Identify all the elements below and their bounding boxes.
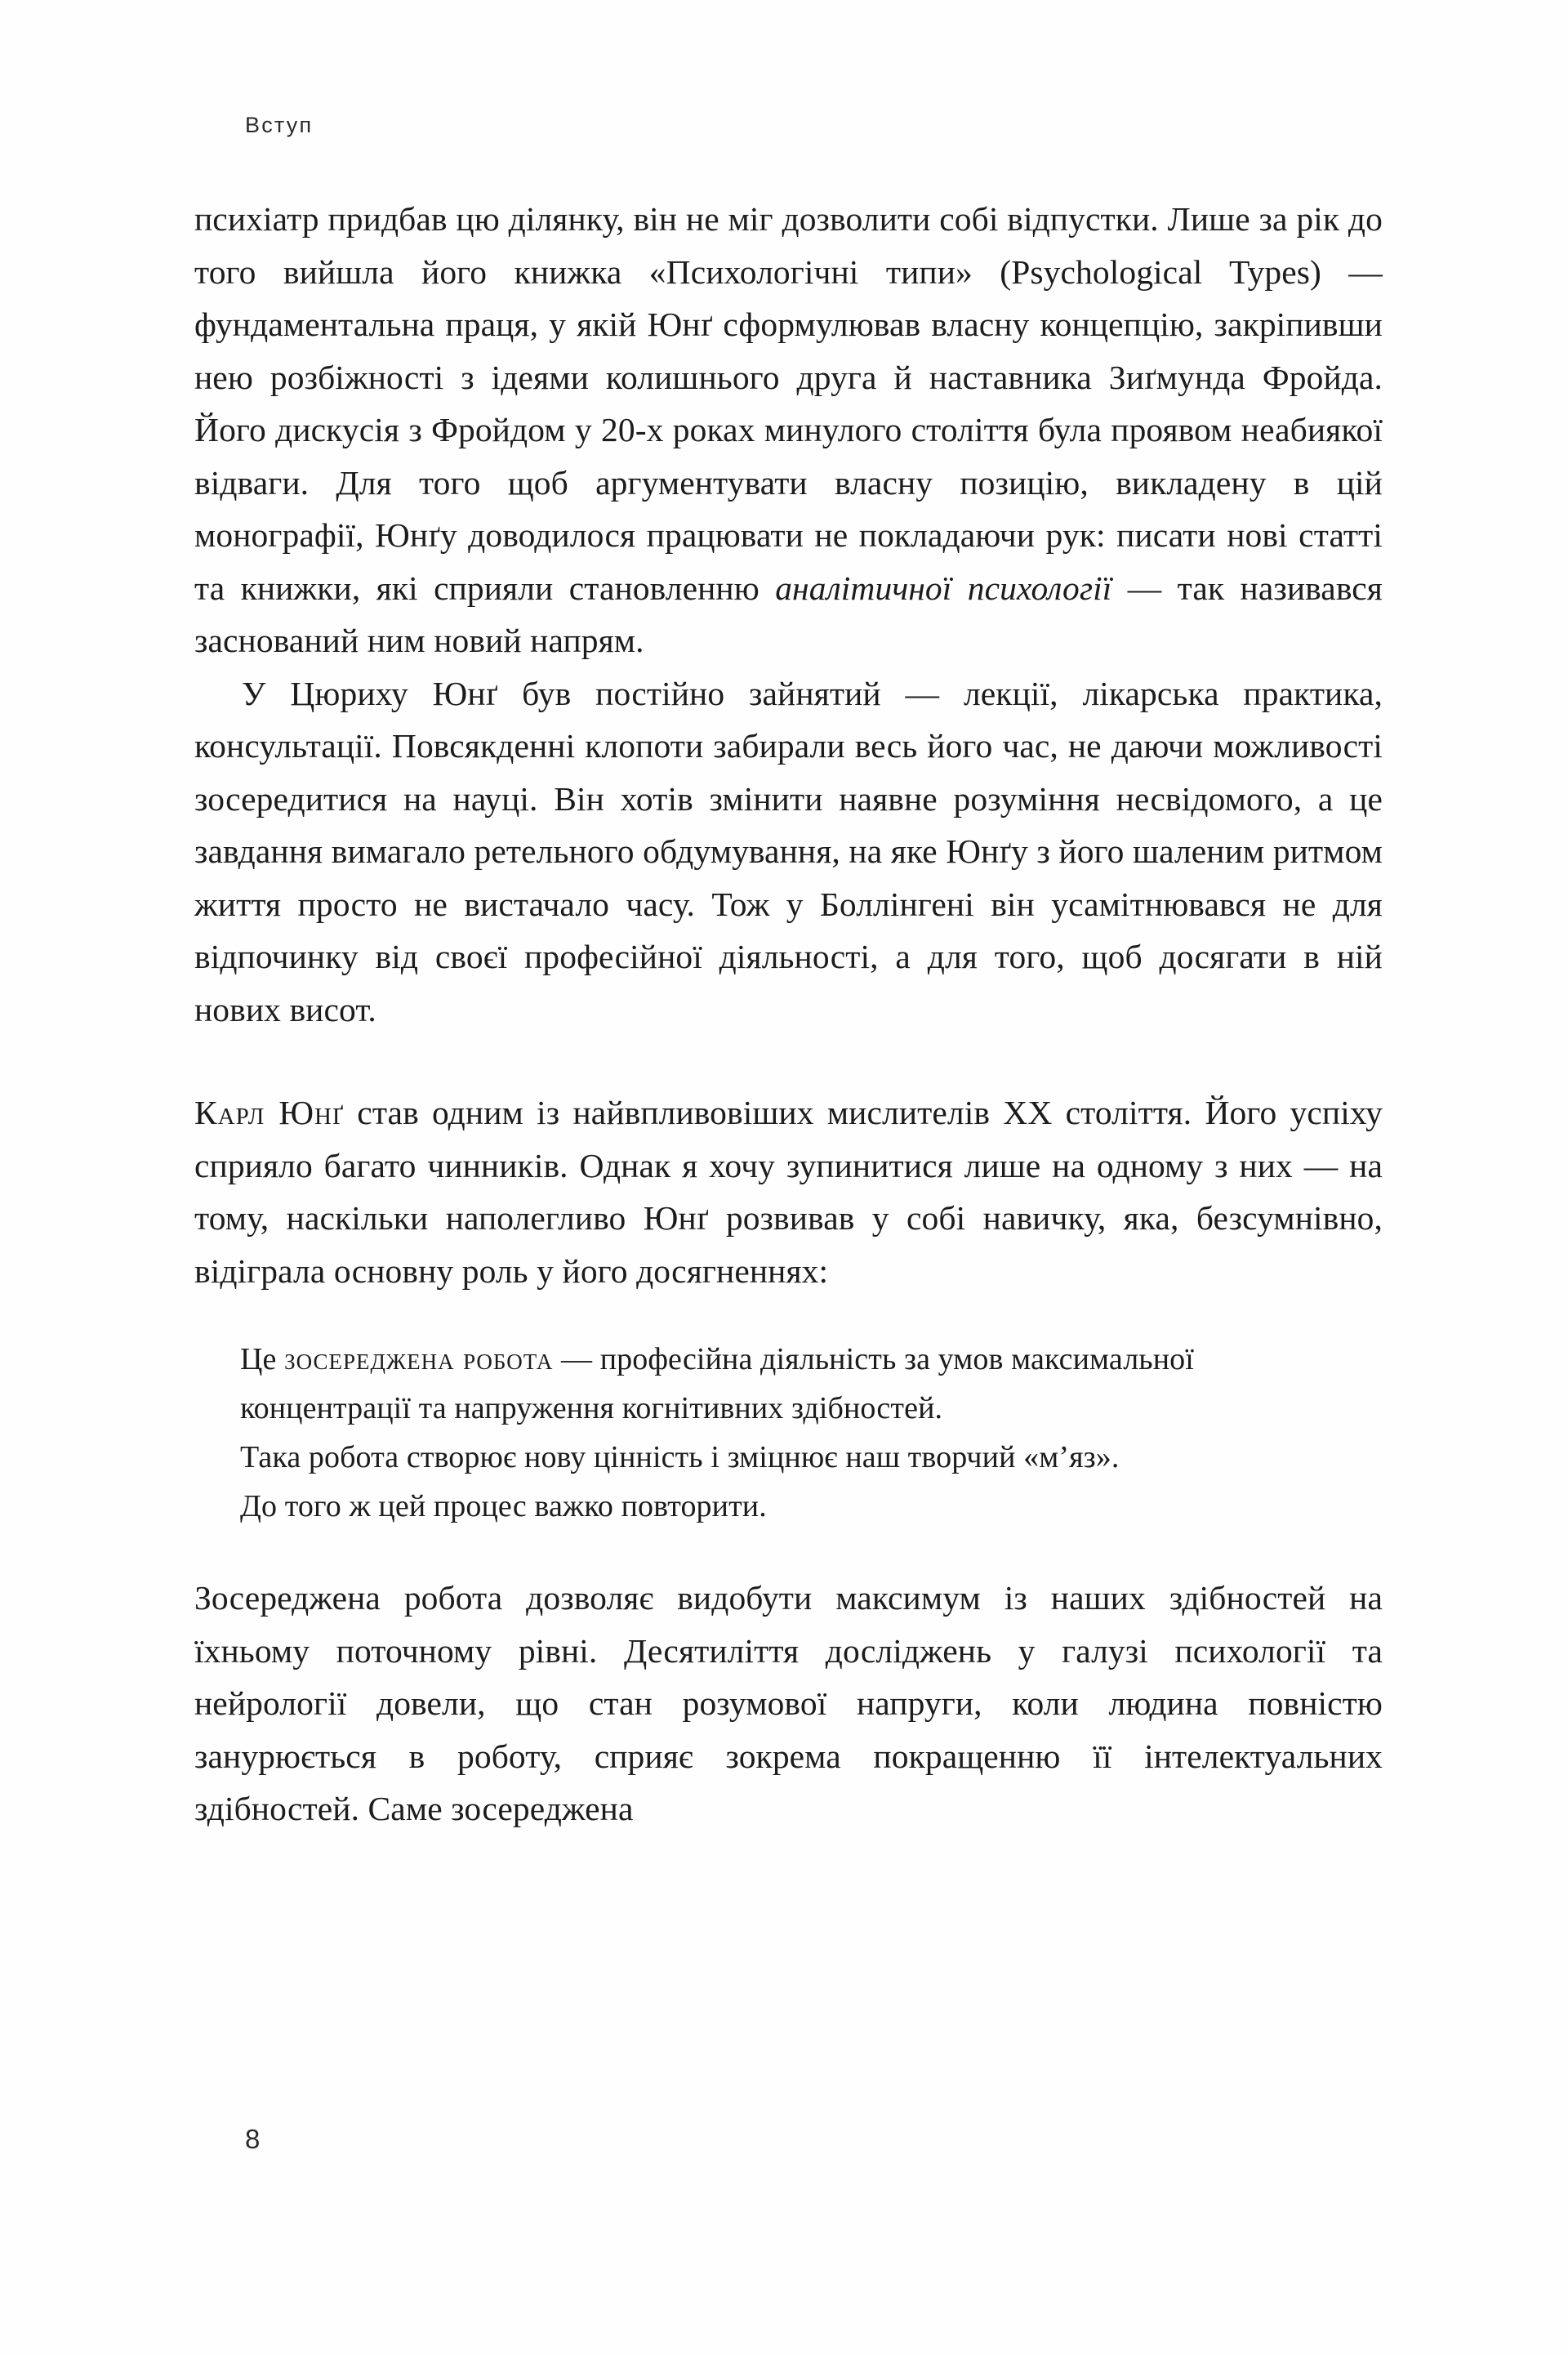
paragraph-3 <box>194 1086 1383 1297</box>
page-number: 8 <box>245 2124 261 2154</box>
paragraph-1-part-2: — так називався заснований ним новий напрям. <box>194 569 1383 659</box>
blockquote-top-spacer <box>194 1297 1383 1335</box>
paragraph-3-rest: став одним із найвпливовіших мислителів XX століття. Його успіху сприяло багато чинників. Однак я хочу зупинитися лише на одному з них — на тому, наскільки наполегливо Юнґ розвивав у собі навичку, яка, безсумнівно, відіграла основну роль у його досягненнях: <box>194 1094 1383 1290</box>
blockquote <box>194 1335 1326 1531</box>
blockquote-line-1 <box>240 1335 1326 1433</box>
blockquote-line-1-lead: Це <box>240 1342 285 1376</box>
paragraph-2: У Цюриху Юнґ був постійно зайнятий — лекції, лікарська практика, консультації. Повсякденні клопоти забирали весь його час, не даючи можливості зосередитися на науці. Він хотів змінити наявне розуміння несвідомого, а це завдання вимагало ретельного обдумування, на яке Юнґу з його шаленим ритмом життя просто не вистачало часу. Тож у Боллінгені він усамітнювався не для відпочинку від своєї професійної діяльності, а для того, щоб досягати в ній нових висот. <box>194 674 1383 1028</box>
paragraph-3-smallcaps-lead: Карл Юнґ <box>194 1094 345 1131</box>
paragraph-1 <box>194 193 1383 667</box>
blockquote-line-1-rest: — професійна діяльність за умов максимальної концентрації та напруження когнітивних здібностей. <box>240 1342 1194 1425</box>
paragraph-spacer <box>194 1036 1383 1086</box>
blockquote-bottom-spacer <box>194 1531 1383 1572</box>
text-block <box>194 193 1383 1835</box>
running-head: Вступ <box>245 113 314 137</box>
paragraph-1-part-1: психіатр придбав цю ділянку, він не міг дозволити собі відпустки. Лише за рік до того вийшла його книжка «Психологічні типи» (Psychological Types) — фундаментальна праця, у якій Юнґ сформулював власну концепцію, закріпивши нею розбіжності з ідеями колишнього друга й наставника Зиґмунда Фройда. Його дискусія з Фройдом у 20-х роках минулого століття була проявом неабиякої відваги. Для того щоб аргументувати власну позицію, викладену в цій монографії, Юнґу доводилося працювати не покладаючи рук: писати нові статті та книжки, які сприяли становленню <box>194 200 1383 607</box>
blockquote-line-2: Така робота створює нову цінність і зміцнює наш творчий «м’яз». <box>240 1440 1120 1474</box>
blockquote-line-1-smallcaps: зосереджена робота <box>284 1342 554 1376</box>
paragraph-1-italic-term: аналітичної психології <box>775 569 1112 607</box>
paragraph-4: Зосереджена робота дозволяє видобути максимум із наших здібностей на їхньому поточному рівні. Десятиліття досліджень у галузі психології та нейрології довели, що стан розумової напруги, коли людина повністю занурюється в роботу, сприяє зокрема покращенню її інтелектуальних здібностей. Саме зосереджена <box>194 1579 1383 1827</box>
blockquote-line-3: До того ж цей процес важко повторити. <box>240 1489 767 1523</box>
